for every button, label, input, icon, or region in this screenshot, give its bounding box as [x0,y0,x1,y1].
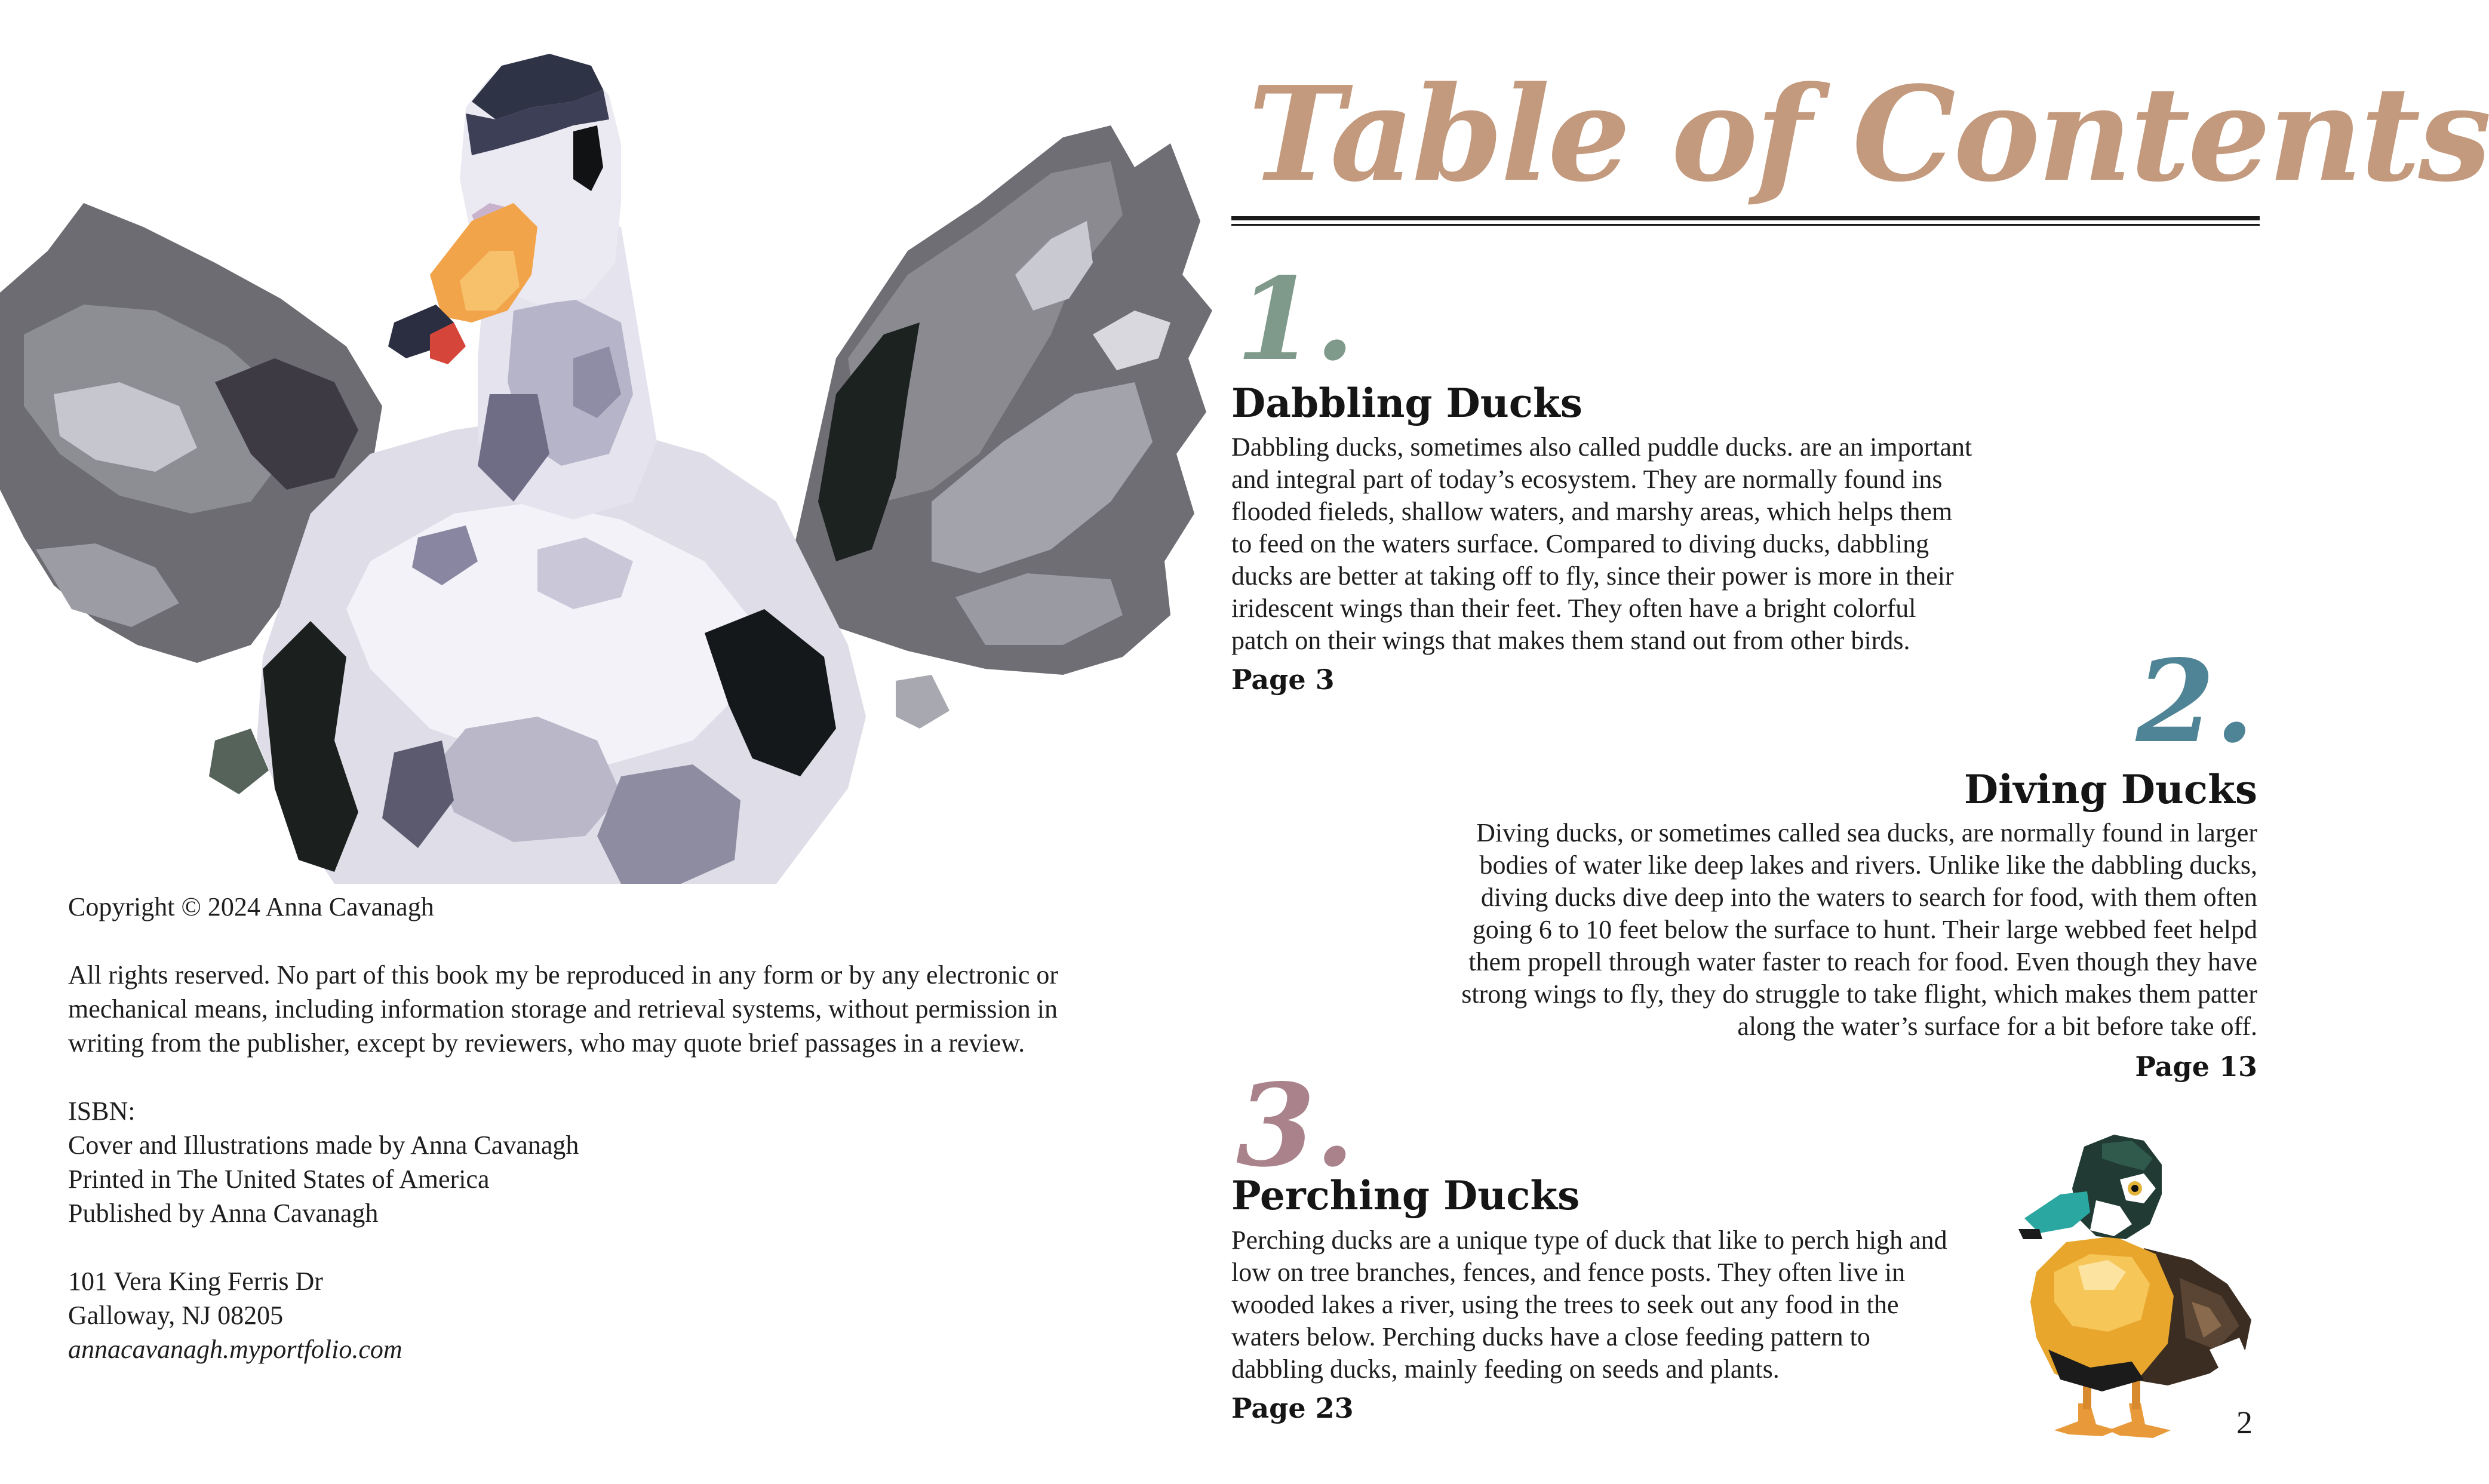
isbn-label: ISBN: [68,1096,136,1126]
flapping-duck-illustration [0,24,1212,884]
section-description: Dabbling ducks, sometimes also called puddle ducks. are an important and integral part of today’s ecosystem. They are normally found ins flooded fieleds, shallow waters, and marshy areas, which helps them to feed on the waters surface. Compared to diving ducks, dabbling ducks are better at taking off to fly, since their power is more in their iridescent wings than their feet. They often have a bright colorful patch on their wings that makes them stand out from other birds. [1231,432,1972,655]
section-page-ref[interactable]: Page 23 [1231,1392,1354,1424]
section-description: Perching ducks are a unique type of duck that like to perch high and low on tree branches, fences, and fence posts. They often live in wooded lakes a river, using the trees to seek out any food in the waters below. Perching ducks have a close feeding pattern to dabbling ducks, mainly feeding on seeds and plants. [1231,1225,1947,1384]
title-divider-thin [1231,224,2260,226]
right-wing [788,125,1212,675]
address-line-1: 101 Vera King Ferris Dr [68,1267,323,1296]
section-title[interactable]: Perching Ducks [1231,1172,1580,1219]
copyright-block [68,890,1083,1366]
section-title[interactable]: Diving Ducks [1963,766,2257,813]
section-number: 2. [2135,635,2254,768]
section-number: 1. [1236,253,1355,386]
section-page-ref[interactable]: Page 3 [1231,663,1335,696]
title-divider [1231,216,2260,220]
address-line-2: Galloway, NJ 08205 [68,1301,284,1330]
rights-statement: All rights reserved. No part of this book my be reproduced in any form or by any electronic or mechanical means, including information storage and retrieval systems, without permission in writing from the publisher, except by reviewers, who may quote brief passages in a review. [68,960,1059,1058]
printed-location: Printed in The United States of America [68,1165,490,1194]
illustrations-credit: Cover and Illustrations made by Anna Cavanagh [68,1130,579,1160]
page-number: 2 [2236,1405,2253,1440]
section-description: Diving ducks, or sometimes called sea ducks, are normally found in larger bodies of water like deep lakes and rivers. Unlike like the dabbling ducks, diving ducks dive deep into the waters to search for food, with them often going 6 to 10 feet below the surface to hunt. Their large webbed feet helpd them propell through water faster to reach for food. Even though they have strong wings to fly, they do struggle to take flight, which makes them patter along the water’s surface for a bit before take off. [1461,818,2257,1041]
publisher-line: Published by Anna Cavanagh [68,1199,379,1228]
page-title: Table of Contents [1248,58,2489,211]
section-page-ref[interactable]: Page 13 [2135,1050,2257,1083]
section-number: 3. [1236,1059,1355,1192]
wood-duck-illustration [2012,1123,2263,1445]
portfolio-url[interactable]: annacavanagh.myportfolio.com [68,1335,402,1364]
copyright-line: Copyright © 2024 Anna Cavanagh [68,892,434,921]
section-title[interactable]: Dabbling Ducks [1231,380,1582,426]
